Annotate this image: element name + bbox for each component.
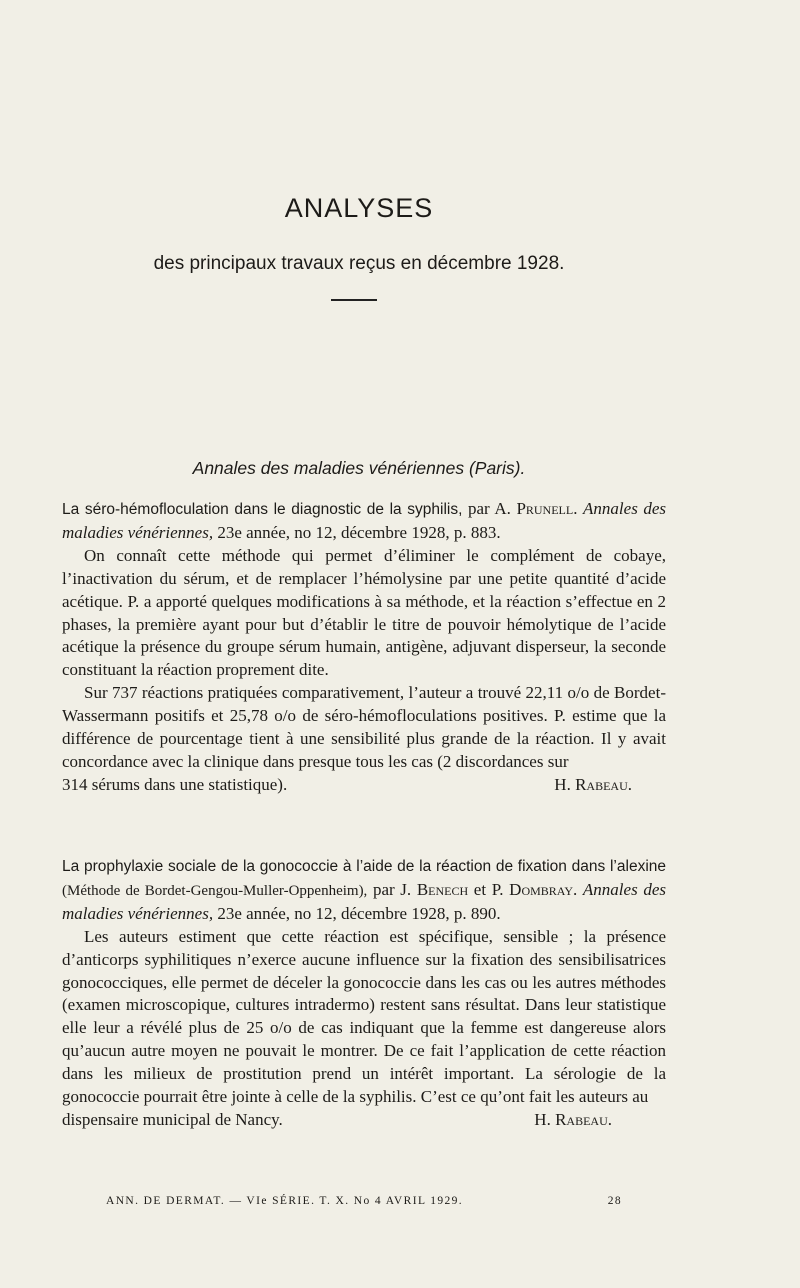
article-2-journal: Annales des maladies vénériennes, (62, 879, 666, 923)
article-1-reference: 23e année, no 12, décembre 1928, p. 883. (217, 522, 501, 542)
page-title: ANALYSES (284, 193, 434, 223)
footer-citation: ANN. DE DERMAT. — VIe SÉRIE. T. X. No 4 AVRIL 1929. (106, 1195, 464, 1207)
article-2-header (62, 855, 666, 926)
article-1-by: par A. (467, 499, 511, 518)
article-2-signature: H. Rabeau. (534, 1109, 612, 1129)
page-number: 28 (607, 1195, 622, 1207)
article-2-method: (Méthode de Bordet-Gengou-Muller-Oppenheim), (62, 882, 368, 899)
article-2 (62, 855, 666, 1132)
journal-section-heading: Annales des maladies vénériennes (Paris). (192, 458, 526, 478)
page-subtitle: des principaux travaux reçus en décembre 1928. (153, 253, 565, 274)
article-2-signature-line (62, 1109, 666, 1132)
article-1 (62, 498, 666, 797)
article-2-paragraph-1: Les auteurs estiment que cette réaction est spécifique, sensible ; la présence d’anticorps syphilitiques n’exerce aucune influence sur la fixation des sensibilisatrices gonococciques, elle permet de déceler la gonococcie dans les cas ou les autres méthodes (examen microscopique, cultures intradermo) restent sans résultat. Dans leur statistique elle leur a révélé plus de 25 o/o de cas indiquant que la femme est dangereuse alors qu’aucun autre moyen ne pouvait le montrer. De ce fait l’application de cette réaction dans les milieux de prostitution prend un intérêt important. La sérologie de la gonococcie pourrait être jointe à celle de la syphilis. C’est ce qu’ont fait les auteurs au (62, 926, 666, 1107)
article-1-journal: Annales des maladies vénériennes, (62, 499, 667, 542)
title-rule-divider (331, 299, 377, 301)
article-2-title: La prophylaxie sociale de la gonococcie à l’aide de la réaction de fixation dans l’alexine (62, 858, 666, 875)
article-1-header (62, 498, 666, 545)
article-2-author-2: Dombray. (509, 879, 578, 899)
article-1-author: Prunell. (516, 499, 578, 518)
article-2-paragraph-1-end: dispensaire municipal de Nancy. (62, 1109, 283, 1129)
article-1-paragraph-2-end: 314 sérums dans une statistique). (62, 774, 288, 794)
article-1-title: La séro-hémofloculation dans le diagnostic de la syphilis, (62, 501, 463, 518)
article-2-author-1: Benech (416, 879, 469, 899)
article-2-by: par J. (372, 879, 412, 899)
article-2-reference: 23e année, no 12, décembre 1928, p. 890. (217, 903, 501, 923)
article-2-and: et P. (473, 879, 504, 899)
article-1-paragraph-2: Sur 737 réactions pratiquées comparativement, l’auteur a trouvé 22,11 o/o de Bordet-Wassermann positifs et 25,78 o/o de séro-hémofloculations positives. P. estime que la différence de pourcentage tient à une sensibilité plus grande de la réaction. Il y avait concordance avec la clinique dans presque tous les cas (2 discordances sur (62, 683, 666, 771)
article-1-signature-line (62, 774, 666, 797)
article-1-paragraph-1: On connaît cette méthode qui permet d’éliminer le complément de cobaye, l’inactivation du sérum, et de remplacer l’hémolysine par une petite quantité d’acide acétique. P. a apporté quelques modifications à sa méthode, et la réaction s’effectue en 2 phases, la première ayant pour but d’établir le titre de pouvoir hémolytique de l’acide acétique la présence du groupe sérum humain, antigène, adjuvant disperseur, la seconde constituant la réaction proprement dite. (62, 545, 666, 680)
page-footer (106, 1195, 622, 1207)
article-1-signature: H. Rabeau. (554, 774, 632, 794)
